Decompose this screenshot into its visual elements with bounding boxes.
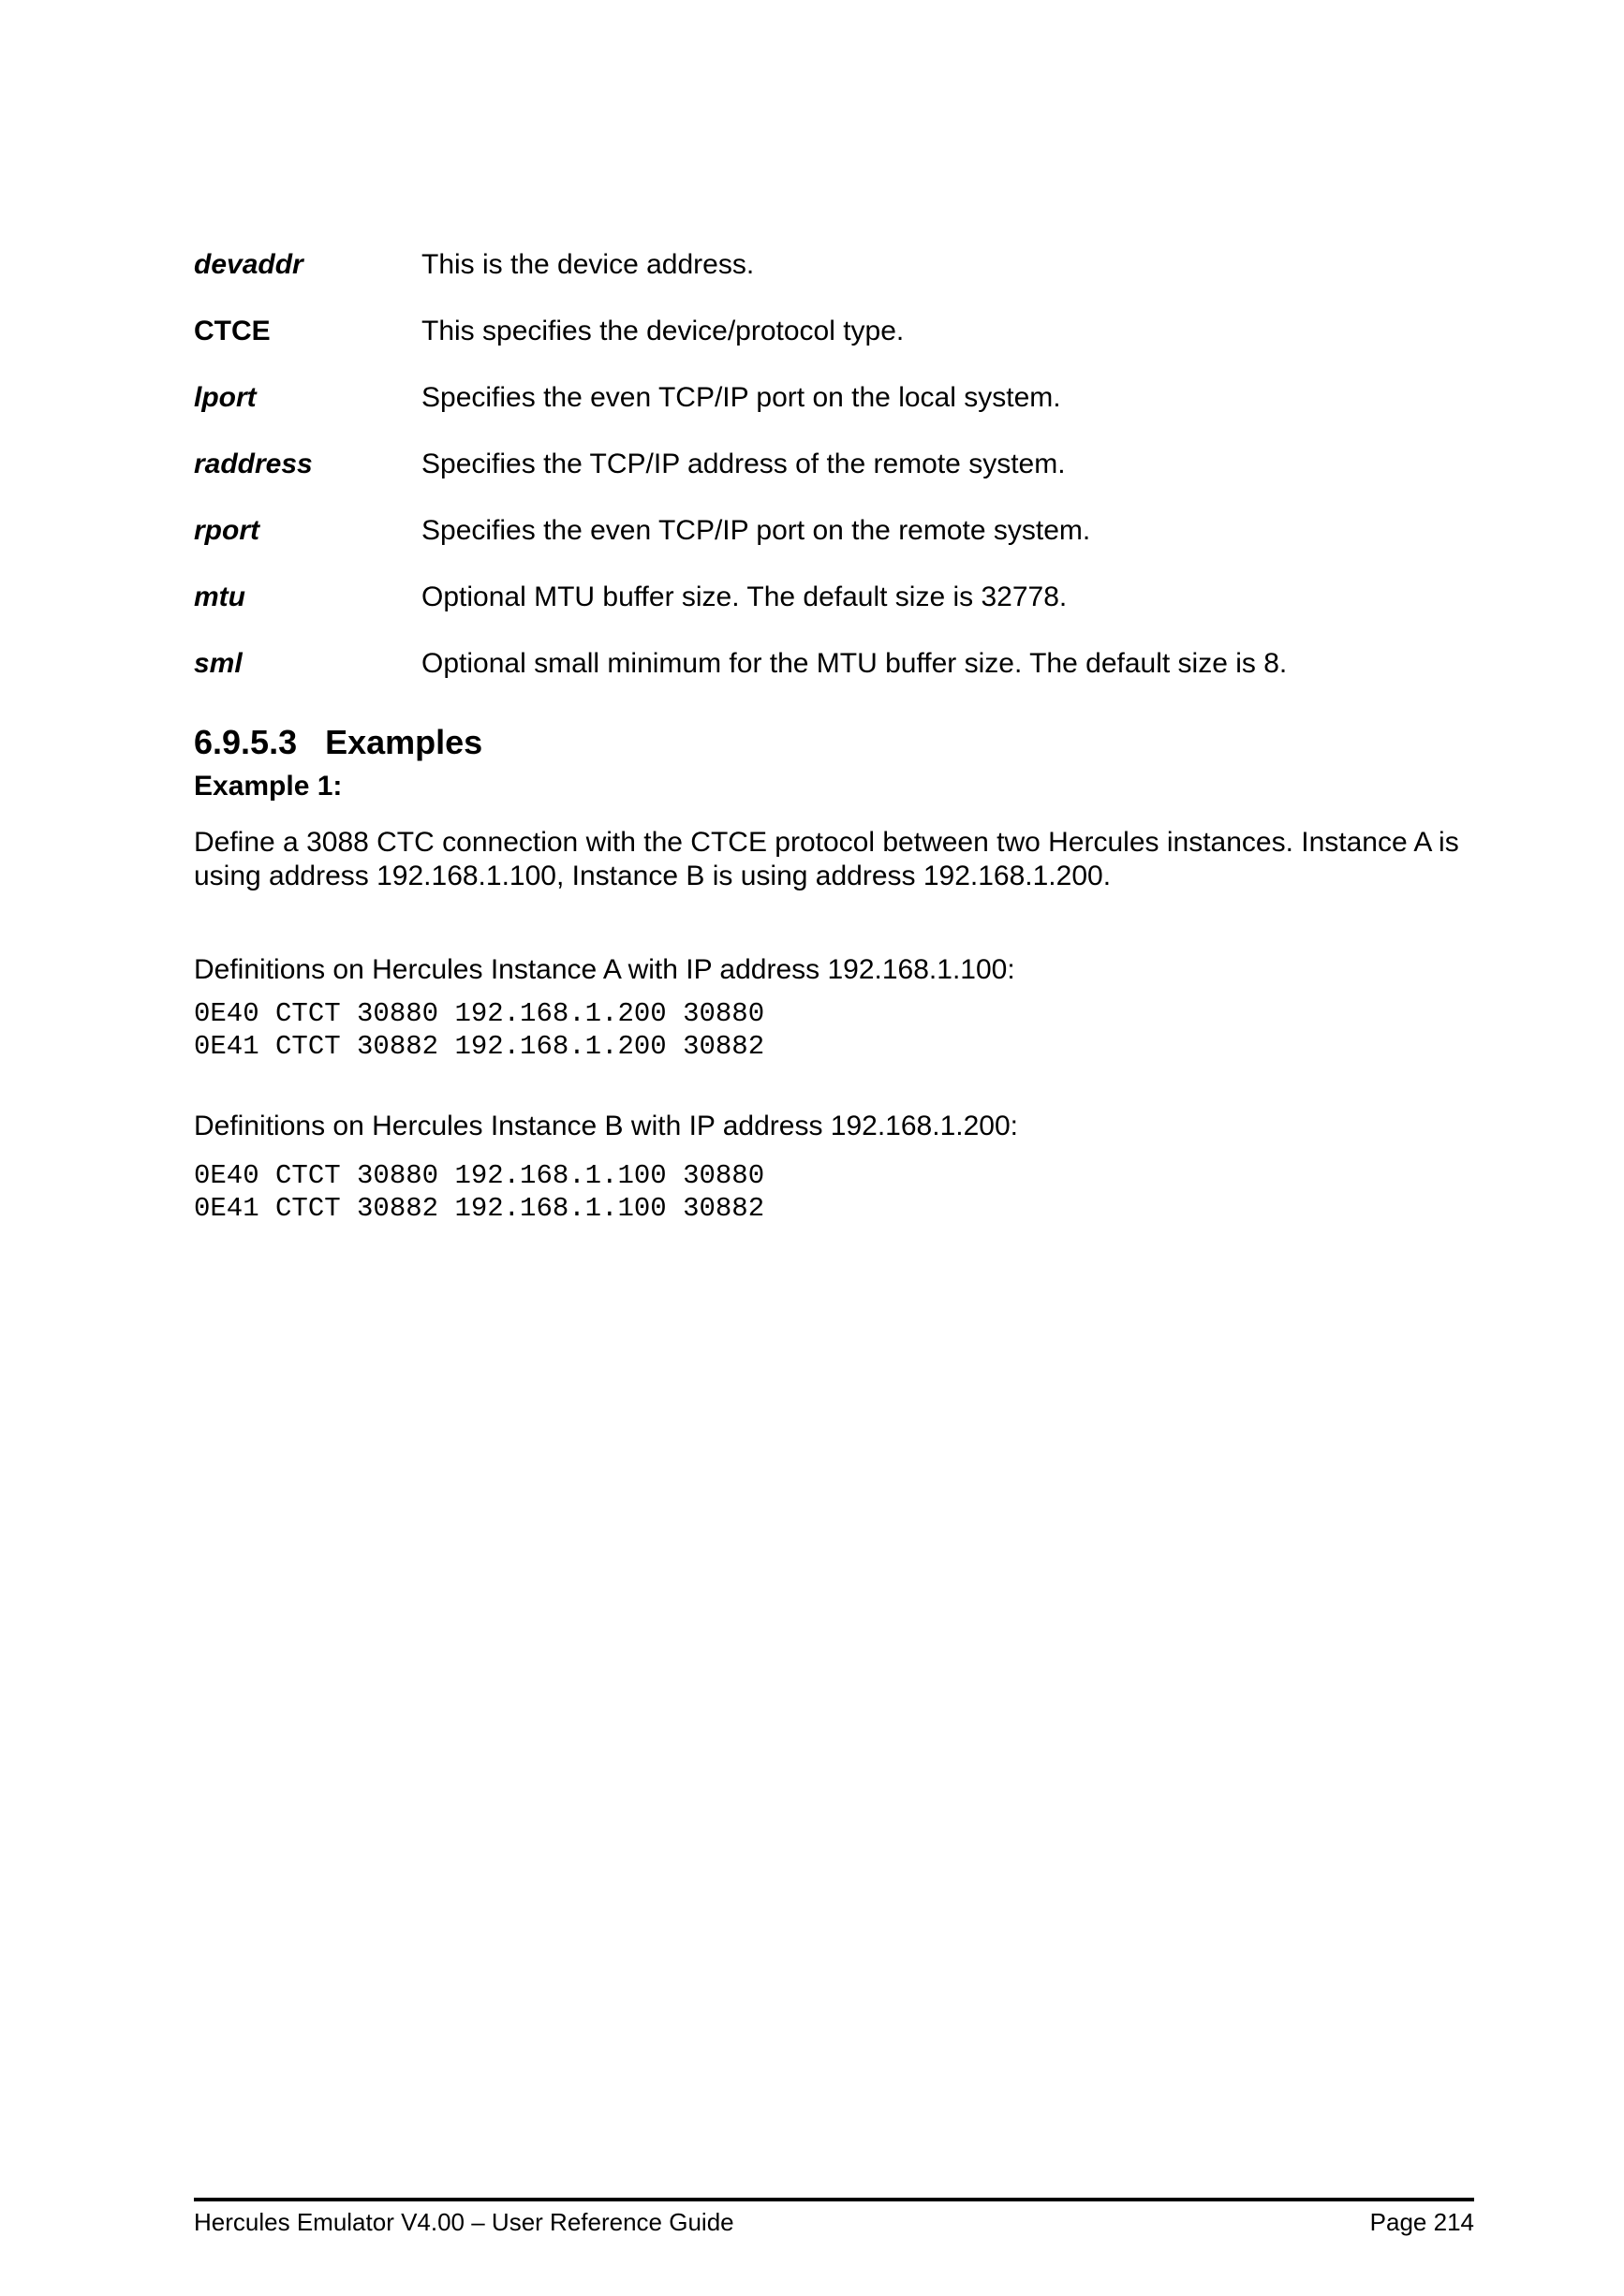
- definition-description: This specifies the device/protocol type.: [421, 316, 905, 346]
- instance-b-caption: Definitions on Hercules Instance B with IP address 192.168.1.200:: [194, 1111, 1018, 1141]
- definition-row: [194, 581, 1474, 614]
- page-content: [194, 0, 1474, 1225]
- code-line: 0E40 CTCT 30880 192.168.1.200 30880: [194, 998, 765, 1029]
- definition-row: [194, 315, 1474, 348]
- definition-row: [194, 381, 1474, 415]
- section-heading-title: Examples: [325, 723, 483, 761]
- definition-term: lport: [194, 382, 257, 413]
- definition-term: rport: [194, 515, 259, 546]
- definition-term: raddress: [194, 449, 313, 479]
- example-label: Example 1:: [194, 771, 343, 802]
- definition-description: Specifies the TCP/IP address of the remote system.: [421, 449, 1066, 479]
- parameter-definition-list: [194, 248, 1474, 681]
- definition-description: Specifies the even TCP/IP port on the remote system.: [421, 515, 1091, 546]
- definition-description: Optional small minimum for the MTU buffer size. The default size is 8.: [421, 648, 1288, 679]
- definition-term: devaddr: [194, 249, 303, 280]
- example-intro-paragraph: Define a 3088 CTC connection with the CTCE protocol between two Hercules instances. Instance A is using address 192.168.1.100, Instance B is using address 192.168.1.200.: [194, 827, 1459, 891]
- definition-term: sml: [194, 648, 243, 679]
- section-heading: [194, 723, 1474, 762]
- code-line: 0E41 CTCT 30882 192.168.1.100 30882: [194, 1193, 765, 1224]
- code-line: 0E41 CTCT 30882 192.168.1.200 30882: [194, 1031, 765, 1062]
- definition-row: [194, 647, 1474, 681]
- definition-row: [194, 448, 1474, 481]
- instance-b-code-block: [194, 1159, 1474, 1225]
- definition-term: CTCE: [194, 316, 271, 346]
- page-footer: [194, 2198, 1474, 2237]
- section-heading-number: 6.9.5.3: [194, 723, 298, 761]
- footer-page-number: Page 214: [1369, 2208, 1474, 2236]
- definition-description: This is the device address.: [421, 249, 755, 280]
- definition-row: [194, 248, 1474, 282]
- definition-description: Specifies the even TCP/IP port on the local system.: [421, 382, 1061, 413]
- footer-document-title: Hercules Emulator V4.00 – User Reference Guide: [194, 2208, 734, 2236]
- definition-description: Optional MTU buffer size. The default size is 32778.: [421, 581, 1068, 612]
- instance-a-code-block: [194, 997, 1474, 1063]
- instance-a-caption: Definitions on Hercules Instance A with IP address 192.168.1.100:: [194, 954, 1015, 985]
- definition-term: mtu: [194, 581, 245, 612]
- code-line: 0E40 CTCT 30880 192.168.1.100 30880: [194, 1160, 765, 1191]
- definition-row: [194, 514, 1474, 548]
